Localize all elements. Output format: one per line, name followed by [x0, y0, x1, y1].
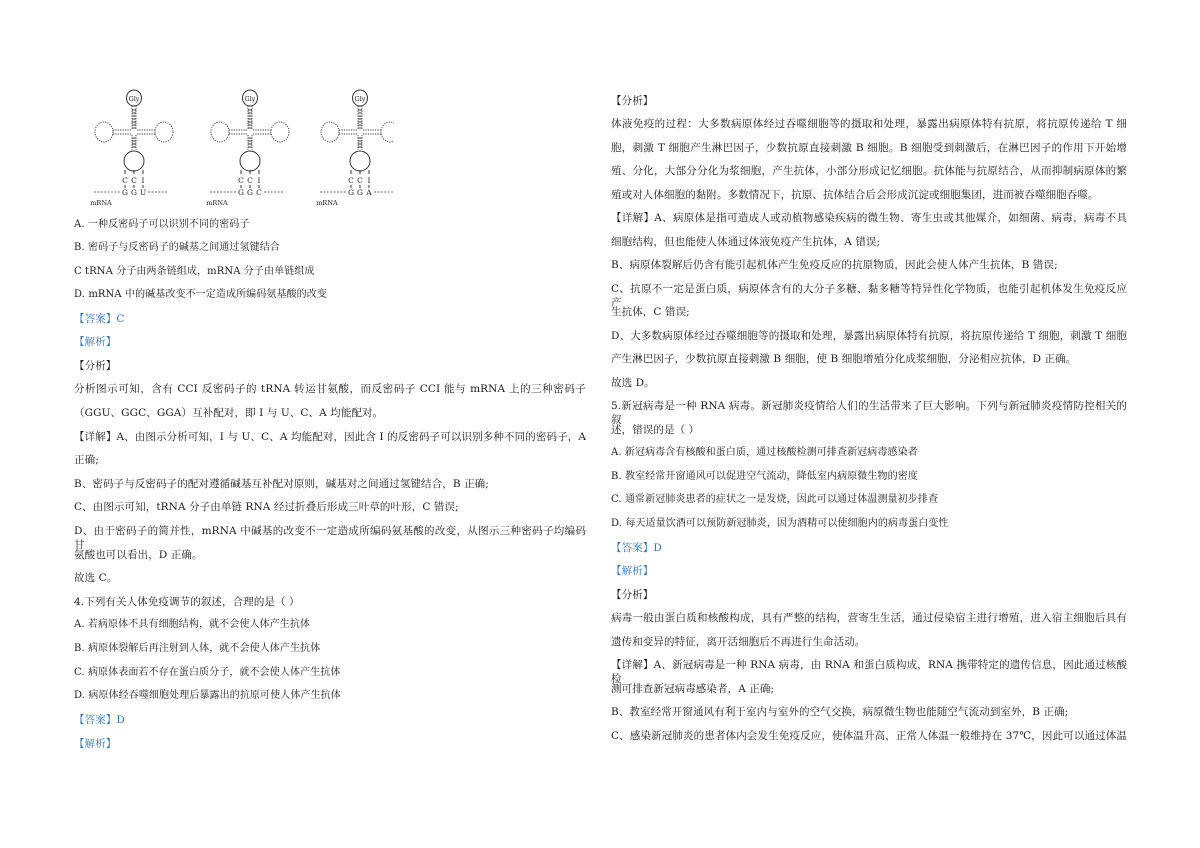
trna-figure-1: [90, 90, 173, 207]
q3-detail-line: C、由图示可知，tRNA 分子由单链 RNA 经过折叠后形成三叶草的叶形，C 错误;: [74, 501, 459, 513]
codon-base: G: [131, 188, 137, 197]
q5-detail-line: 测可排查新冠病毒感染者，A 正确;: [611, 683, 775, 695]
anticodon-base: C: [131, 176, 137, 185]
trna-figure-3: [316, 90, 394, 207]
q3-fenxi-line: 分析图示可知，含有 CCI 反密码子的 tRNA 转运甘氨酸，而反密码子 CCI 能与 mRNA 上的三种密码子: [74, 383, 586, 395]
codon-base: A: [366, 188, 372, 197]
q3-detail-line: D、由于密码子的简并性，mRNA 中碱基的改变不一定造成所编码氨基酸的改变，从图示三种密码子均编码甘: [74, 525, 586, 551]
q5-fenxi-line: 遗传和变异的特征，离开活细胞后不再进行生命活动。: [611, 636, 866, 648]
q4-answer: 【答案】D: [74, 714, 125, 726]
q3-detail-line: 【详解】A、由图示分析可知，I 与 U、C、A 均能配对，因此含 I 的反密码子可以识别多种不同的密码子，A: [74, 431, 586, 443]
mrna-label: mRNA: [206, 199, 228, 207]
q5-option-b: B. 教室经常开窗通风可以促进空气流动，降低室内病原微生物的密度: [611, 471, 918, 482]
q4-option-b: B. 病原体裂解后再注射到人体，就不会使人体产生抗体: [74, 643, 321, 654]
anticodon-base: I: [367, 176, 371, 185]
codon-base: G: [247, 188, 253, 197]
amino-acid-label: Gly: [128, 95, 140, 103]
q3-detail-line: 故选 C。: [74, 572, 118, 584]
q5-fenxi-line: 病毒一般由蛋白质和核酸构成，具有严整的结构，营寄生生活，通过侵染宿主进行增殖，进入宿主细胞后具有: [611, 612, 1127, 624]
q3-option-c: C tRNA 分子由两条链组成，mRNA 分子由单链组成: [74, 266, 315, 277]
q4-detail-line: 产生淋巴因子，少数抗原直接刺激 B 细胞，使 B 细胞增殖分化成浆细胞，分泌相应抗体，D 正确。: [611, 353, 1077, 365]
anticodon-loop: [124, 151, 144, 171]
anticodon-base: C: [348, 176, 354, 185]
q4-fenxi-line: 殖或对人体细胞的黏附。多数情况下，抗原、抗体结合后会形成沉淀或细胞集团，进而被吞噬细胞吞噬。: [611, 189, 1099, 201]
q4-detail-line: B、病原体裂解后仍含有能引起机体产生免疫反应的抗原物质，因此会使人体产生抗体，B 错误;: [611, 259, 1058, 271]
q3-option-a: A. 一种反密码子可以识别不同的密码子: [74, 219, 250, 230]
mrna-label: mRNA: [90, 199, 112, 207]
anticodon-base: I: [257, 176, 261, 185]
d-loop: [95, 122, 113, 142]
q3-answer: 【答案】C: [74, 313, 125, 325]
q4-stem: 4.下列有关人体免疫调节的叙述，合理的是（ ）: [74, 596, 300, 608]
amino-acid-label: Gly: [244, 95, 256, 103]
anticodon-base: I: [141, 176, 145, 185]
q3-jiexi: 【解析】: [74, 336, 117, 348]
q5-fenxi-title: 【分析】: [611, 589, 654, 601]
q4-detail-line: 【详解】A、病原体是指可造成人或动植物感染疾病的微生物、寄生虫或其他媒介，如细菌、病毒，病毒不具: [611, 212, 1127, 224]
codon-base: U: [139, 188, 147, 197]
anticodon-loop: [350, 151, 370, 171]
t-loop: [271, 122, 289, 142]
anticodon-base: C: [247, 176, 253, 185]
t-loop: [155, 122, 173, 142]
q3-detail-line: 氨酸也可以看出，D 正确。: [74, 549, 203, 561]
trna-diagram: [84, 88, 394, 210]
q4-detail-line: 故选 D。: [611, 377, 655, 389]
q4-fenxi-line: 胞，刺激 T 细胞产生淋巴因子，少数抗原直接刺激 B 细胞。B 细胞受到刺激后，在淋巴因子的作用下开始增: [611, 142, 1127, 154]
q5-jiexi: 【解析】: [611, 565, 654, 577]
t-loop: [381, 122, 394, 142]
anticodon-base: C: [122, 176, 128, 185]
codon-base: G: [238, 188, 244, 197]
q4-jiexi: 【解析】: [74, 738, 117, 750]
q4-detail-line: 细胞结构，但也能使人体通过体液免疫产生抗体，A 错误;: [611, 236, 881, 248]
q5-stem-line: 述，错误的是（ ）: [611, 424, 700, 436]
q5-detail-line: 【详解】A、新冠病毒是一种 RNA 病毒，由 RNA 和蛋白质构成，RNA 携带特定的遗传信息，因此通过核酸检: [611, 659, 1127, 685]
q4-fenxi-line: 体液免疫的过程：大多数病原体经过吞噬细胞等的摄取和处理，暴露出病原体特有抗原，将抗原传递给 T 细: [611, 118, 1127, 130]
q4-detail-line: 生抗体，C 错误;: [611, 306, 690, 318]
mrna-label: mRNA: [316, 199, 338, 207]
codon-base: G: [122, 188, 128, 197]
q5-answer: 【答案】D: [611, 542, 662, 554]
amino-acid-label: Gly: [354, 95, 366, 103]
q4-fenxi-title: 【分析】: [611, 95, 654, 107]
anticodon-base: C: [238, 176, 244, 185]
anticodon-loop: [240, 151, 260, 171]
q3-detail-line: 正确;: [74, 454, 99, 466]
q4-detail-line: C、抗原不一定是蛋白质，病原体含有的大分子多糖、黏多糖等特异性化学物质，也能引起机体发生免疫反应产: [611, 283, 1127, 309]
q3-option-d: D. mRNA 中的碱基改变不一定造成所编码氨基酸的改变: [74, 289, 327, 300]
q5-option-d: D. 每天适量饮酒可以预防新冠肺炎，因为酒精可以使细胞内的病毒蛋白变性: [611, 518, 949, 529]
codon-base: G: [357, 188, 363, 197]
d-loop: [321, 122, 339, 142]
d-loop: [211, 122, 229, 142]
q4-option-d: D. 病原体经吞噬细胞处理后暴露出的抗原可使人体产生抗体: [74, 690, 341, 701]
q4-fenxi-line: 殖、分化，大部分分化为浆细胞，产生抗体，小部分形成记忆细胞。抗体能与抗原结合，从而抑制病原体的繁: [611, 165, 1127, 177]
q5-detail-line: B、教室经常开窗通风有利于室内与室外的空气交换，病原微生物也能随空气流动到室外，B 正确;: [611, 706, 1069, 718]
q5-option-a: A. 新冠病毒含有核酸和蛋白质，通过核酸检测可排查新冠病毒感染者: [611, 447, 918, 458]
q5-detail-line: C、感染新冠肺炎的患者体内会发生免疫反应，使体温升高，正常人体温一般维持在 37℃，因此可以通过体温: [611, 730, 1127, 742]
q4-detail-line: D、大多数病原体经过吞噬细胞等的摄取和处理，暴露出病原体特有抗原，将抗原传递给 T 细胞，刺激 T 细胞: [611, 330, 1127, 342]
q3-detail-line: B、密码子与反密码子的配对遵循碱基互补配对原则，碱基对之间通过氢键结合，B 正确;: [74, 478, 489, 490]
q4-option-c: C. 病原体表面若不存在蛋白质分子，就不会使人体产生抗体: [74, 667, 341, 678]
anticodon-base: C: [357, 176, 363, 185]
q3-option-b: B. 密码子与反密码子的碱基之间通过氢键结合: [74, 242, 280, 253]
q4-option-a: A. 若病原体不具有细胞结构，就不会使人体产生抗体: [74, 619, 311, 630]
q3-fenxi-line: （GGU、GGC、GGA）互补配对，即 I 与 U、C、A 均能配对。: [74, 407, 384, 419]
q5-stem-line: 5.新冠病毒是一种 RNA 病毒。新冠肺炎疫情给人们的生活带来了巨大影响。下列与新冠肺炎疫情防控相关的叙: [611, 400, 1127, 426]
codon-base: C: [256, 188, 262, 197]
trna-figure-2: [206, 90, 289, 207]
codon-base: G: [348, 188, 354, 197]
q5-option-c: C. 通常新冠肺炎患者的症状之一是发烧，因此可以通过体温测量初步排查: [611, 494, 939, 505]
q3-fenxi-title: 【分析】: [74, 360, 117, 372]
